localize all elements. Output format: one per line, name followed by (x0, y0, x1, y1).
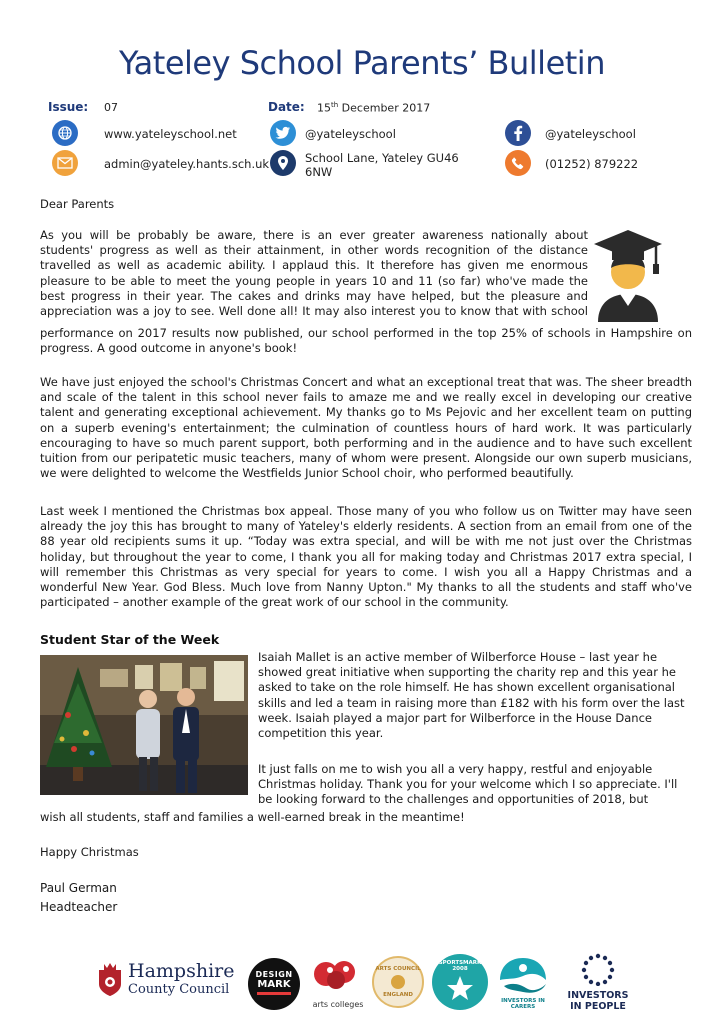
signoff-wish: Happy Christmas (40, 845, 139, 859)
date-value: 15th December 2017 (317, 101, 431, 115)
student-star-heading: Student Star of the Week (40, 632, 220, 647)
issue-label: Issue: (48, 100, 89, 114)
graduate-icon (592, 226, 664, 322)
arts-council-england-logo: ARTS COUNCIL ENGLAND (372, 956, 424, 1008)
signoff-name: Paul German (40, 881, 117, 895)
sportsmark-logo: SPORTSMARK 2008 (432, 954, 488, 1010)
twitter-handle[interactable]: @yateleyschool (305, 127, 396, 141)
paragraph-christmas-box: Last week I mentioned the Christmas box appeal. Those many of you who follow us on Twitter may have seen already the joy this has brought to many of Yateley's elderly residents. A section from an email from one of the 88 year old recipients sums it up. “Today was extra special, and will be with me not just over the Christmas holiday, but throughout the year to come, I thank you all for making today and Christmas 2017 extra special, I will remember this Christmas as very special for years to come. I wish you all a Happy Christmas and a wonderful New Year. God Bless. Much love from Nanny Upton." My thanks to all the students and staff who've participated – another example of the great work of our school in the community. (40, 504, 692, 610)
paragraph-concert: We have just enjoyed the school's Christmas Concert and what an exceptional treat that was. The sheer breadth and scale of the talent in this school never fails to amaze me and we really excel in developing our creative talent and generating exceptional achievement. My thanks go to Ms Pejovic and her excellent team on putting on a superb evening's entertainment; the culmination of countless hours of hard work. It was particularly encouraging to have so much parent support, both performing and in the audience and to have such excellent tuition from our peripatetic music teachers, many of whom were present. Alongside our own superb musicians, we were delighted to welcome the Westfields Junior School choir, who performed beautifully. (40, 375, 692, 481)
design-mark-logo: DESIGN MARK (248, 958, 300, 1010)
school-address: School Lane, Yateley GU46 6NW (305, 151, 459, 179)
issue-value: 07 (104, 101, 118, 114)
student-star-description: Isaiah Mallet is an active member of Wilberforce House – last year he showed great initiative when supporting the charity rep and this year he asked to take on the role himself. He has shown excellent organisational skills and led a team in raising more than £182 with his form over the last week. Isaiah played a major part for Wilberforce in the House Dance competition this year. (258, 650, 685, 741)
arts-colleges-logo: arts colleges (310, 958, 366, 1010)
email-address[interactable]: admin@yateley.hants.sch.uk (104, 157, 270, 171)
phone-number[interactable]: (01252) 879222 (545, 157, 639, 171)
letter-greeting: Dear Parents (40, 197, 115, 211)
paragraph-progress-continued: performance on 2017 results now published, our school performed in the top 25% of schools in Hampshire on progress. A good outcome in anyone's book! (40, 326, 692, 356)
signoff-role: Headteacher (40, 900, 118, 914)
location-pin-icon (270, 150, 296, 176)
investors-in-people-logo: INVESTORS IN PEOPLE (560, 952, 636, 1012)
date-label: Date: (268, 100, 305, 114)
website-link[interactable]: www.yateleyschool.net (104, 127, 237, 141)
phone-icon (505, 150, 531, 176)
closing-wishes: It just falls on me to wish you all a very happy, restful and enjoyable Christmas holiday. Thank you for your welcome which I so appreciate. I'll be looking forward to the challenges and opportunities of 2018, but (258, 762, 678, 807)
student-star-photo (40, 655, 248, 795)
investors-in-carers-logo: INVESTORS IN CARERS (496, 954, 550, 1010)
email-icon (52, 150, 78, 176)
globe-icon (52, 120, 78, 146)
bulletin-title: Yateley School Parents’ Bulletin (119, 44, 605, 82)
hampshire-county-council-logo: Hampshire County Council (96, 960, 236, 1004)
closing-wishes-continued: wish all students, staff and families a well-earned break in the meantime! (40, 810, 465, 824)
paragraph-progress: As you will be probably be aware, there is an ever greater awareness nationally about students' progress as well as their attainment, in other words recognition of the distance travelled as well as academic ability. I applaud this. It therefore has given me enormous pleasure to be able to meet the young people in years 10 and 11 (so far) who've made the best progress in their year. The cakes and drinks may have helped, but the pleasure and appreciation was a joy to see. Well done all! It may also interest you to know that with school (40, 228, 588, 319)
twitter-icon (270, 120, 296, 146)
facebook-icon (505, 120, 531, 146)
facebook-handle[interactable]: @yateleyschool (545, 127, 636, 141)
